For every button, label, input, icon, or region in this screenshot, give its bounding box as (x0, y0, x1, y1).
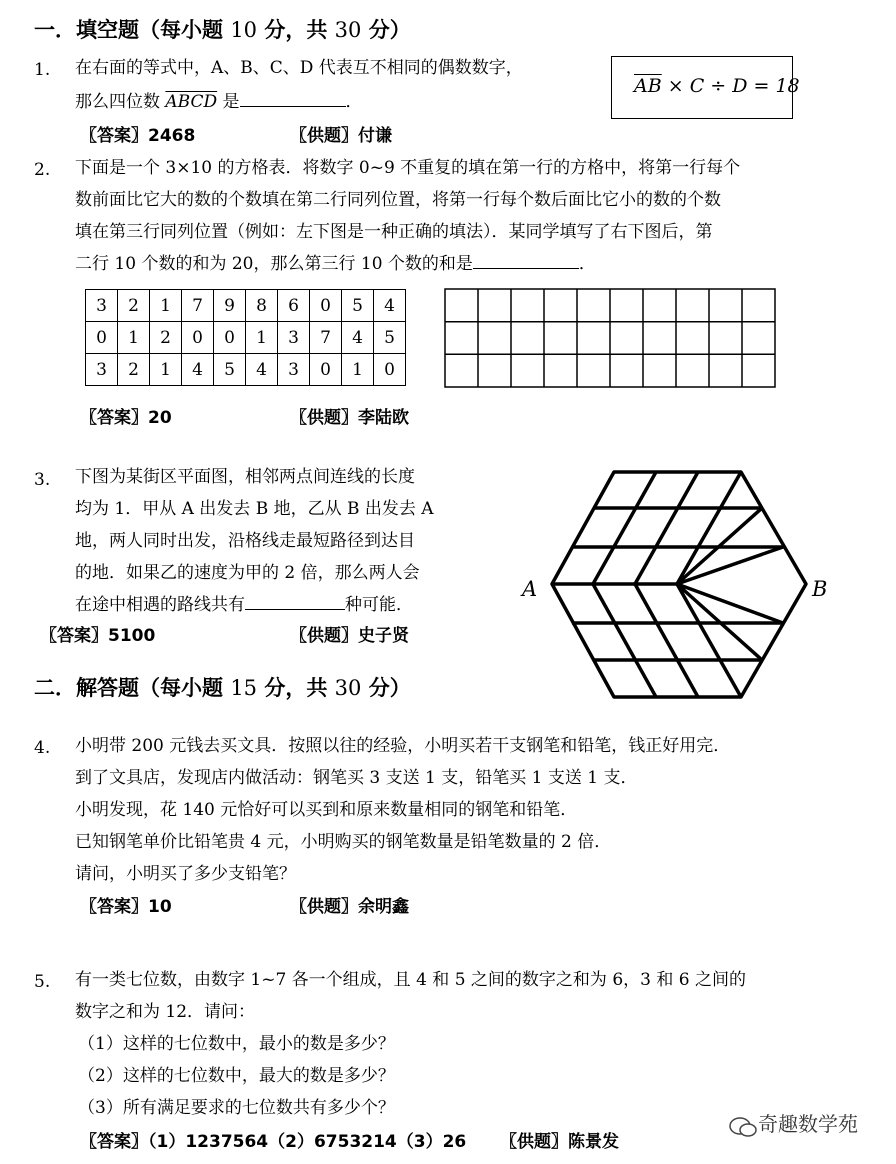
table-cell: 2 (118, 290, 150, 322)
question-5-line2: 数字之和为 12．请问： (75, 1002, 256, 1022)
table-cell: 4 (246, 354, 278, 386)
question-2-line2: 数前面比它大的数的个数填在第二行同列位置，将第一行每个数后面比它小的数的个数 (75, 190, 721, 210)
table-cell: 9 (214, 290, 246, 322)
table-cell: 1 (246, 322, 278, 354)
formula-text: $\overline{AB} \times C \div D = 18$ (634, 75, 800, 97)
question-4-answer: 〖答案〗10 (80, 897, 172, 917)
table-cell: 5 (342, 290, 374, 322)
question-2-line1: 下面是一个 3×10 的方格表．将数字 0~9 不重复的填在第一行的方格中，将第一行每个 (75, 158, 741, 178)
question-5-sub1: （1）这样的七位数中，最小的数是多少？ (78, 1034, 395, 1054)
table-cell: 4 (374, 290, 406, 322)
section-1-title: 一．填空题（每小题 10 分，共 30 分） (34, 18, 411, 42)
question-5-answer: 〖答案〗（1）1237564（2）6753214（3）26 (80, 1132, 467, 1152)
street-map-diagram (548, 468, 810, 700)
question-4-line3: 小明发现，花 140 元恰好可以买到和原来数量相同的钢笔和铅笔． (75, 800, 578, 820)
question-1-line2: 那么四位数 ABCD 是 ． (75, 92, 363, 112)
point-a-label: A (522, 577, 538, 601)
table-cell: 6 (278, 290, 310, 322)
formula-box (611, 56, 800, 119)
question-5-number: 5. (34, 972, 51, 992)
watermark (728, 1108, 858, 1139)
question-5-line1: 有一类七位数，由数字 1~7 各一个组成，且 4 和 5 之间的数字之和为 6，3 和 6 之间的 (75, 970, 746, 990)
question-1-number: 1. (34, 60, 51, 80)
answer-blank (240, 90, 346, 107)
table-cell: 0 (86, 322, 118, 354)
question-2-number: 2. (34, 160, 51, 180)
table-cell: 3 (86, 354, 118, 386)
table-cell: 2 (150, 322, 182, 354)
question-2-line3: 填在第三行同列位置（例如：左下图是一种正确的填法）．某同学填写了右下图后，第 (75, 222, 713, 242)
table-row (86, 290, 406, 322)
question-1-line1: 在右面的等式中，A、B、C、D 代表互不相同的偶数数字， (75, 58, 523, 78)
table-cell: 2 (118, 354, 150, 386)
question-3-provider: 〖供题〗史子贤 (290, 626, 409, 646)
table-cell: 3 (86, 290, 118, 322)
question-1-provider: 〖供题〗付谦 (290, 126, 392, 146)
table-cell: 0 (310, 290, 342, 322)
table-cell: 5 (214, 354, 246, 386)
question-4-provider: 〖供题〗余明鑫 (290, 897, 409, 917)
example-table (85, 289, 406, 386)
table-cell: 4 (182, 354, 214, 386)
question-3-line2: 均为 1．甲从 A 出发去 B 地，乙从 B 出发去 A (75, 499, 434, 519)
point-b-label: B (812, 577, 828, 601)
table-cell: 0 (310, 354, 342, 386)
question-3-line1: 下图为某街区平面图，相邻两点间连线的长度 (75, 467, 415, 487)
table-cell: 1 (150, 290, 182, 322)
empty-grid (444, 288, 778, 389)
table-cell: 8 (246, 290, 278, 322)
question-4-line1: 小明带 200 元钱去买文具．按照以往的经验，小明买若干支钢笔和铅笔，钱正好用完． (75, 736, 731, 756)
question-5-sub2: （2）这样的七位数中，最大的数是多少？ (78, 1066, 395, 1086)
question-1-answer: 〖答案〗2468 (80, 126, 196, 146)
answer-blank (245, 593, 345, 610)
table-cell: 0 (214, 322, 246, 354)
table-cell: 7 (182, 290, 214, 322)
question-4-number: 4. (34, 738, 51, 758)
question-4-line5: 请问，小明买了多少支铅笔？ (75, 864, 296, 884)
question-2-line4: 二行 10 个数的和为 20，那么第三行 10 个数的和是 ． (75, 254, 596, 274)
section-2-title: 二．解答题（每小题 15 分，共 30 分） (34, 676, 411, 700)
question-5-sub3: （3）所有满足要求的七位数共有多少个？ (78, 1098, 395, 1118)
table-cell: 1 (342, 354, 374, 386)
watermark-text: 奇趣数学苑 (758, 1112, 858, 1136)
chat-bubble-icon (728, 1115, 758, 1139)
question-3-line3: 地，两人同时出发，沿格线走最短路径到达目 (75, 531, 415, 551)
question-2-provider: 〖供题〗李陆欧 (290, 408, 409, 428)
question-3-answer: 〖答案〗5100 (40, 626, 156, 646)
table-cell: 4 (342, 322, 374, 354)
table-cell: 0 (374, 354, 406, 386)
table-row (86, 322, 406, 354)
table-cell: 1 (118, 322, 150, 354)
table-row (86, 354, 406, 386)
question-3-line4: 的地．如果乙的速度为甲的 2 倍，那么两人会 (75, 563, 420, 583)
table-cell: 7 (310, 322, 342, 354)
question-4-line4: 已知钢笔单价比铅笔贵 4 元，小明购买的钢笔数量是铅笔数量的 2 倍． (75, 832, 612, 852)
question-3-number: 3. (34, 470, 51, 490)
question-3-line5: 在途中相遇的路线共有 种可能． (75, 595, 413, 615)
question-4-line2: 到了文具店，发现店内做活动：钢笔买 3 支送 1 支，铅笔买 1 支送 1 支． (75, 768, 638, 788)
question-2-answer: 〖答案〗20 (80, 408, 172, 428)
table-cell: 1 (150, 354, 182, 386)
table-cell: 3 (278, 322, 310, 354)
table-cell: 5 (374, 322, 406, 354)
answer-blank (473, 252, 579, 269)
table-cell: 3 (278, 354, 310, 386)
question-5-provider: 〖供题〗陈景发 (500, 1132, 619, 1152)
table-cell: 0 (182, 322, 214, 354)
